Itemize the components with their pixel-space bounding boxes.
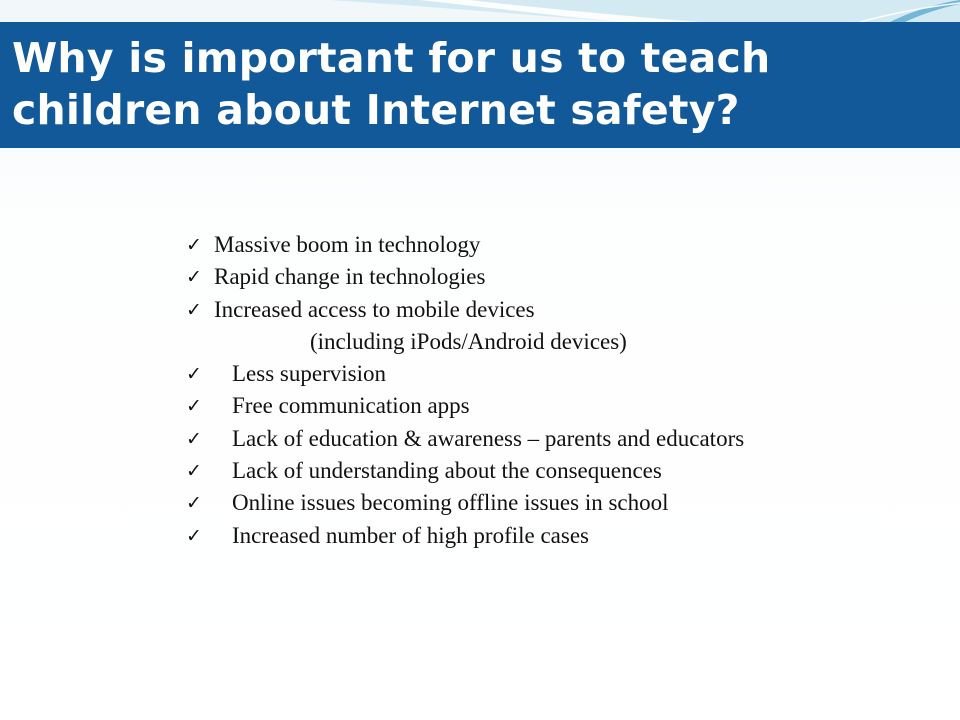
bullet-item [186, 294, 826, 359]
header-wave-decoration [0, 0, 960, 22]
check-mark-icon: ✓ [186, 363, 202, 386]
bullet-item [186, 358, 826, 390]
check-mark-icon: ✓ [186, 460, 202, 483]
bullet-item [186, 455, 826, 487]
bullet-text: Online issues becoming offline issues in school [232, 490, 669, 516]
check-mark-icon: ✓ [186, 298, 202, 321]
bullet-subtext: (including iPods/Android devices) [310, 328, 627, 354]
bullet-item [186, 520, 826, 552]
bullet-text: Massive boom in technology [214, 232, 481, 257]
check-mark-icon: ✓ [186, 524, 202, 547]
bullet-text: Less supervision [232, 361, 386, 387]
bullet-item [186, 390, 826, 422]
bullet-text: Increased access to mobile devices [214, 296, 535, 322]
bullet-text: Free communication apps [232, 393, 470, 419]
bullet-text: Lack of education & awareness – parents and educators [232, 425, 745, 451]
check-mark-icon: ✓ [186, 234, 202, 256]
bullet-item [186, 229, 826, 261]
bullet-text: Increased number of high profile cases [232, 522, 589, 548]
check-mark-icon: ✓ [186, 492, 202, 515]
check-mark-icon: ✓ [186, 427, 202, 450]
bullet-text: Rapid change in technologies [214, 264, 486, 290]
bullet-list [186, 229, 826, 552]
check-mark-icon: ✓ [186, 266, 202, 289]
slide-title: Why is important for us to teach children about Internet safety? [12, 34, 771, 134]
bullet-item [186, 423, 826, 455]
bullet-item [186, 487, 826, 519]
bullet-text: Lack of understanding about the consequences [232, 458, 662, 484]
bullet-item [186, 261, 826, 293]
check-mark-icon: ✓ [186, 395, 202, 418]
